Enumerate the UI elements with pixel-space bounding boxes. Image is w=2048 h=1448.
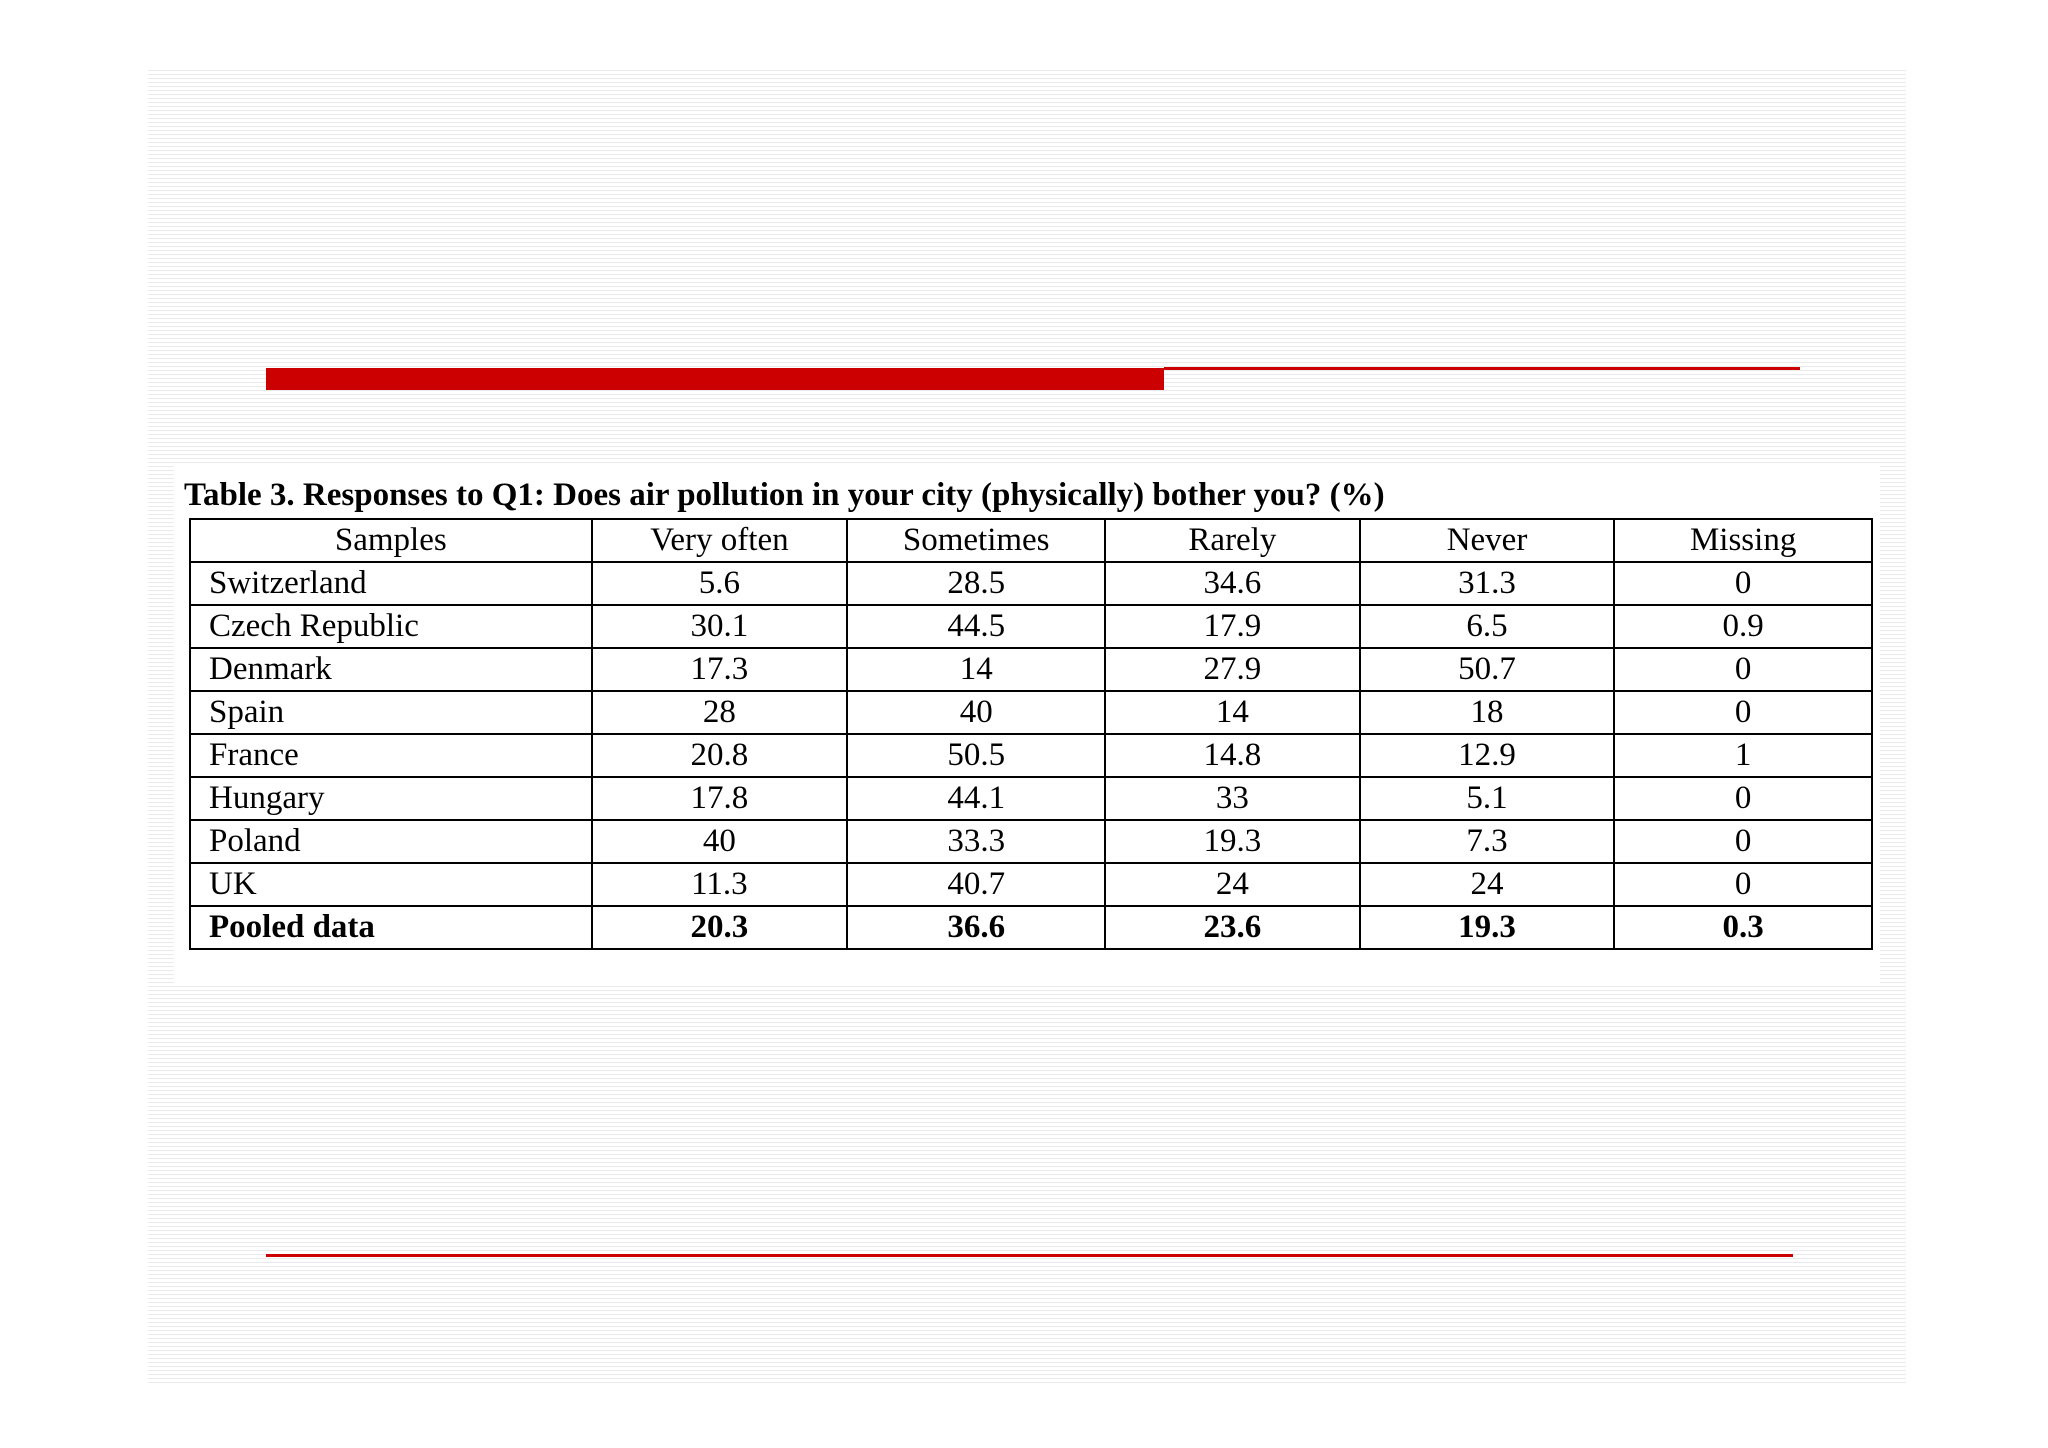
cell-rarely: 23.6	[1105, 906, 1360, 949]
cell-never: 18	[1360, 691, 1615, 734]
cell-very-often: 17.3	[592, 648, 848, 691]
table-row	[190, 777, 1872, 820]
cell-never: 7.3	[1360, 820, 1615, 863]
cell-missing: 0	[1614, 777, 1872, 820]
header-samples: Samples	[190, 519, 592, 562]
header-very-often: Very often	[592, 519, 848, 562]
cell-very-often: 17.8	[592, 777, 848, 820]
cell-missing: 1	[1614, 734, 1872, 777]
row-label: Poland	[190, 820, 592, 863]
cell-very-often: 11.3	[592, 863, 848, 906]
cell-never: 24	[1360, 863, 1615, 906]
cell-never: 31.3	[1360, 562, 1615, 605]
table-row	[190, 734, 1872, 777]
table-caption: Table 3. Responses to Q1: Does air pollution in your city (physically) bother you? (%)	[184, 477, 1385, 513]
row-label: Hungary	[190, 777, 592, 820]
row-label: Denmark	[190, 648, 592, 691]
table-row	[190, 820, 1872, 863]
cell-rarely: 17.9	[1105, 605, 1360, 648]
accent-line-bottom	[266, 1254, 1793, 1257]
row-label: Switzerland	[190, 562, 592, 605]
cell-sometimes: 50.5	[847, 734, 1105, 777]
cell-very-often: 5.6	[592, 562, 848, 605]
cell-sometimes: 40	[847, 691, 1105, 734]
table-row	[190, 691, 1872, 734]
cell-sometimes: 44.5	[847, 605, 1105, 648]
table-header-row	[190, 519, 1872, 562]
responses-table	[189, 518, 1873, 950]
cell-rarely: 33	[1105, 777, 1360, 820]
row-label: Spain	[190, 691, 592, 734]
table-row	[190, 562, 1872, 605]
cell-rarely: 24	[1105, 863, 1360, 906]
row-label: Czech Republic	[190, 605, 592, 648]
cell-never: 19.3	[1360, 906, 1615, 949]
table-row	[190, 648, 1872, 691]
cell-missing: 0.3	[1614, 906, 1872, 949]
cell-very-often: 40	[592, 820, 848, 863]
cell-very-often: 20.3	[592, 906, 848, 949]
cell-never: 12.9	[1360, 734, 1615, 777]
cell-rarely: 14	[1105, 691, 1360, 734]
header-rarely: Rarely	[1105, 519, 1360, 562]
cell-rarely: 27.9	[1105, 648, 1360, 691]
cell-sometimes: 36.6	[847, 906, 1105, 949]
cell-missing: 0	[1614, 863, 1872, 906]
cell-very-often: 28	[592, 691, 848, 734]
cell-very-often: 20.8	[592, 734, 848, 777]
table-row-pooled	[190, 906, 1872, 949]
row-label: France	[190, 734, 592, 777]
row-label: UK	[190, 863, 592, 906]
header-never: Never	[1360, 519, 1615, 562]
cell-rarely: 14.8	[1105, 734, 1360, 777]
cell-sometimes: 33.3	[847, 820, 1105, 863]
cell-missing: 0	[1614, 648, 1872, 691]
cell-sometimes: 44.1	[847, 777, 1105, 820]
accent-bar-thick	[266, 368, 1164, 390]
cell-missing: 0	[1614, 562, 1872, 605]
cell-rarely: 19.3	[1105, 820, 1360, 863]
cell-rarely: 34.6	[1105, 562, 1360, 605]
cell-missing: 0	[1614, 820, 1872, 863]
cell-never: 50.7	[1360, 648, 1615, 691]
table-row	[190, 605, 1872, 648]
cell-sometimes: 40.7	[847, 863, 1105, 906]
cell-very-often: 30.1	[592, 605, 848, 648]
row-label: Pooled data	[190, 906, 592, 949]
cell-sometimes: 14	[847, 648, 1105, 691]
cell-missing: 0.9	[1614, 605, 1872, 648]
cell-never: 5.1	[1360, 777, 1615, 820]
cell-missing: 0	[1614, 691, 1872, 734]
header-sometimes: Sometimes	[847, 519, 1105, 562]
accent-line-top	[1164, 367, 1800, 370]
cell-never: 6.5	[1360, 605, 1615, 648]
table-row	[190, 863, 1872, 906]
cell-sometimes: 28.5	[847, 562, 1105, 605]
header-missing: Missing	[1614, 519, 1872, 562]
